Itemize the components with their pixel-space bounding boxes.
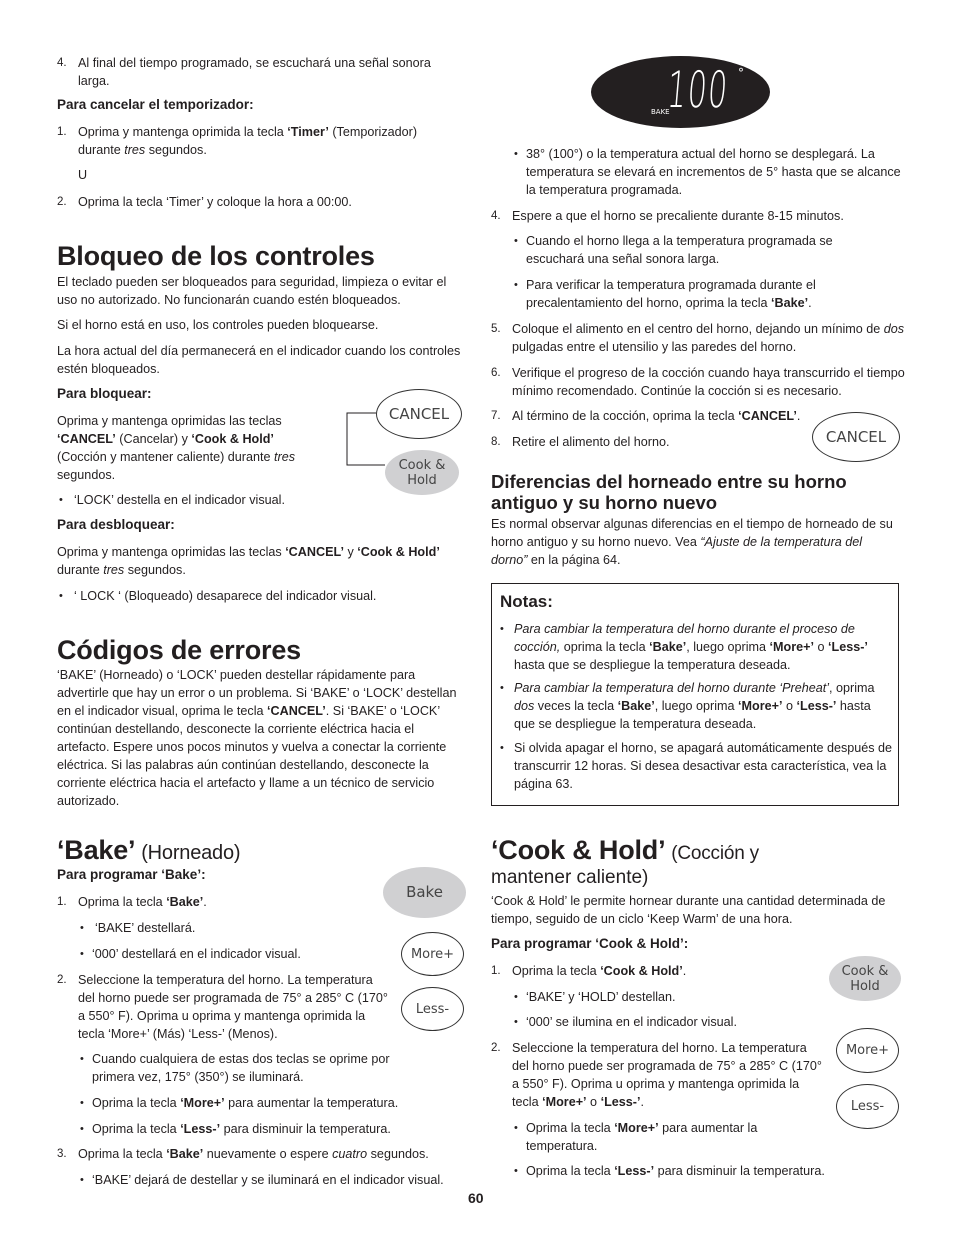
lock-heading: Para bloquear:: [57, 386, 152, 401]
bullet: •: [514, 148, 518, 160]
display-degree: °: [738, 66, 744, 80]
bullet-text: ‘LOCK’ destella en el indicador visual.: [74, 493, 285, 507]
cook-hold-key[interactable]: Cook & Hold: [385, 450, 459, 495]
errors-title: Códigos de errores: [57, 635, 301, 665]
step-number: 1.: [491, 965, 501, 977]
step-number: 1.: [57, 126, 67, 138]
bullet: •: [59, 494, 63, 506]
bullet: •: [514, 1122, 518, 1134]
paragraph: Si el horno está en uso, los controles pueden bloquearse.: [57, 318, 379, 332]
bake-title: ‘Bake’ (Horneado): [57, 835, 241, 865]
step-text: Oprima la tecla ‘Cook & Hold’.: [512, 964, 687, 978]
bullet: •: [59, 590, 63, 602]
step-text: Oprima la tecla ‘Bake’ nuevamente o espere cuatro segundos.: [78, 1147, 429, 1161]
bullet-text: Para verificar la temperatura programada durante el precalentamiento del horno, oprima la tecla ‘Bake’.: [526, 278, 816, 310]
step-text: Al final del tiempo programado, se escuchará una señal sonora larga.: [78, 56, 431, 88]
bullet-text: ‘BAKE’ dejará de destellar y se iluminará en el indicador visual.: [92, 1173, 444, 1187]
cook-hold-title: ‘Cook & Hold’ (Cocción y: [491, 835, 759, 865]
cancel-timer-heading: Para cancelar el temporizador:: [57, 97, 254, 112]
bullet-text: ‘000’ destellará en el indicador visual.: [92, 947, 301, 961]
bullet: •: [514, 1165, 518, 1177]
bullet: •: [514, 235, 518, 247]
unlock-heading: Para desbloquear:: [57, 517, 175, 532]
more-key[interactable]: More+: [401, 932, 464, 976]
cancel-key[interactable]: CANCEL: [812, 412, 900, 462]
bullet: •: [500, 623, 504, 635]
bullet-text: Oprima la tecla ‘Less-’ para disminuir la temperatura.: [526, 1164, 825, 1178]
differences-paragraph: Es normal observar algunas diferencias en el tiempo de horneado de su horno antiguo y su horno nuevo. Vea “Ajuste de la temperatura del dorno” en la página 64.: [491, 517, 893, 567]
bullet: •: [80, 1123, 84, 1135]
bullet-text: Cuando cualquiera de estas dos teclas se oprime por primera vez, 175° (350°) se iluminará.: [92, 1052, 390, 1084]
step-number: 4.: [491, 210, 501, 222]
step-text: Espere a que el horno se precaliente durante 8-15 minutos.: [512, 209, 844, 223]
bullet: •: [80, 1053, 84, 1065]
less-key[interactable]: Less-: [836, 1084, 899, 1129]
bullet: •: [80, 922, 84, 934]
cook-hold-heading: Para programar ‘Cook & Hold’:: [491, 936, 689, 951]
step-text: Al término de la cocción, oprima la tecla ‘CANCEL’.: [512, 409, 801, 423]
step-text: Retire el alimento del horno.: [512, 435, 670, 449]
step-number: 4.: [57, 57, 67, 69]
step-text: Oprima la tecla ‘Timer’ y coloque la hora a 00:00.: [78, 195, 352, 209]
bullet-text: Oprima la tecla ‘More+’ para aumentar la temperatura.: [526, 1121, 758, 1153]
lock-instructions: Oprima y mantenga oprimidas las teclas ‘CANCEL’ (Cancelar) y ‘Cook & Hold’ (Cocción y mantener caliente) durante tres segundos.: [57, 414, 296, 482]
more-key[interactable]: More+: [836, 1028, 899, 1073]
step-number: 2.: [57, 974, 67, 986]
note-text: Para cambiar la temperatura del horno durante ‘Preheat’, oprima dos veces la tecla ‘Bake’, luego oprima ‘More+’ o ‘Less-’ hasta que se despliegue la temperatura deseada.: [514, 681, 875, 731]
or-text: U: [78, 168, 88, 182]
cancel-key[interactable]: CANCEL: [376, 389, 462, 439]
paragraph: El teclado pueden ser bloqueados para seguridad, limpieza o evitar el uso no autorizado. No funcionarán cuando estén bloqueados.: [57, 275, 447, 307]
display-temperature: 100: [665, 61, 731, 119]
oven-display: [591, 56, 770, 128]
bullet-text: 38° (100°) o la temperatura actual del horno se desplegará. La temperatura se elevará en incrementos de 5° hasta que se alcance la temperatura programada.: [526, 147, 901, 197]
lock-title: Bloqueo de los controles: [57, 241, 375, 271]
unlock-instructions: Oprima y mantenga oprimidas las teclas ‘CANCEL’ y ‘Cook & Hold’ durante tres segundos.: [57, 545, 440, 577]
bullet: •: [80, 1097, 84, 1109]
bullet-text: Oprima la tecla ‘More+’ para aumentar la temperatura.: [92, 1096, 399, 1110]
step-number: 2.: [491, 1042, 501, 1054]
bullet: •: [514, 279, 518, 291]
bullet: •: [500, 682, 504, 694]
bullet: •: [514, 991, 518, 1003]
bullet: •: [500, 742, 504, 754]
bullet: •: [80, 948, 84, 960]
bullet-text: ‘BAKE’ destellará.: [95, 921, 196, 935]
step-number: 5.: [491, 323, 501, 335]
less-key[interactable]: Less-: [401, 987, 464, 1031]
note-text: Para cambiar la temperatura del horno durante el proceso de cocción, oprima la tecla ‘Bake’, luego oprima ‘More+’ o ‘Less-’ hasta que se despliegue la temperatura deseada.: [514, 622, 868, 672]
bullet-text: ‘000’ se ilumina en el indicador visual.: [526, 1015, 737, 1029]
step-number: 3.: [57, 1148, 67, 1160]
errors-paragraph: ‘BAKE’ (Horneado) o ‘LOCK’ pueden destellar rápidamente para advertirle que hay un error o un problema. Si ‘BAKE’ o ‘LOCK’ destellan en el indicador visual, oprima le tecla ‘CANCEL’. Si ‘BAKE’ o ‘LOCK’ continúan destellando, desconecte la corriente eléctrica hacia el artefacto. Espere unos pocos minutos y vuelva a conectar la corriente eléctrica. Si las palabras aún continúan destellando, desconecte la corriente eléctrica hacia el artefacto y llame a un técnico de servicio autorizado.: [57, 668, 457, 808]
bullet: •: [80, 1174, 84, 1186]
notes-title: Notas:: [500, 592, 553, 611]
step-number: 7.: [491, 410, 501, 422]
cook-hold-subtitle: mantener caliente): [491, 867, 649, 888]
step-text: Seleccione la temperatura del horno. La temperatura del horno puede ser programada de 75° a 285° C (170° a 550° F). Oprima u oprima y mantenga oprimida la tecla ‘More+’ o ‘Less-’.: [512, 1041, 822, 1109]
page-number: 60: [468, 1190, 484, 1206]
bake-heading: Para programar ‘Bake’:: [57, 867, 206, 882]
bake-key[interactable]: Bake: [383, 867, 466, 918]
bullet-text: Cuando el horno llega a la temperatura programada se escuchará una señal sonora larga.: [526, 234, 833, 266]
cook-hold-paragraph: ‘Cook & Hold’ le permite hornear durante una cantidad determinada de tiempo, seguido de un ciclo ‘Keep Warm’ de una hora.: [491, 894, 886, 926]
note-text: Si olvida apagar el horno, se apagará automáticamente después de transcurrir 12 horas. Si desea desactivar esta característica, vea la página 63.: [514, 741, 893, 791]
step-number: 2.: [57, 196, 67, 208]
cook-hold-key[interactable]: Cook & Hold: [829, 956, 901, 1001]
step-number: 6.: [491, 367, 501, 379]
differences-title: Diferencias del horneado entre su horno antiguo y su horno nuevo: [491, 471, 847, 513]
bullet-text: Oprima la tecla ‘Less-’ para disminuir la temperatura.: [92, 1122, 391, 1136]
bullet-text: ‘BAKE’ y ‘HOLD’ destellan.: [526, 990, 676, 1004]
step-text: Coloque el alimento en el centro del horno, dejando un mínimo de dos pulgadas entre el utensilio y las paredes del horno.: [512, 322, 905, 354]
paragraph: La hora actual del día permanecerá en el indicador cuando los controles estén bloqueados.: [57, 344, 461, 376]
step-number: 8.: [491, 436, 501, 448]
bullet: •: [514, 1016, 518, 1028]
display-bake-label: BAKE: [651, 108, 670, 116]
step-text: Oprima y mantenga oprimida la tecla ‘Timer’ (Temporizador) durante tres segundos.: [78, 125, 418, 157]
bullet-text: ‘ LOCK ‘ (Bloqueado) desaparece del indicador visual.: [74, 589, 377, 603]
step-text: Seleccione la temperatura del horno. La temperatura del horno puede ser programada de 75° a 285° C (170° a 550° F). Oprima u oprima y mantenga oprimida la tecla ‘More+’ (Más) ‘Less-’ (Menos).: [78, 973, 388, 1041]
step-text: Oprima la tecla ‘Bake’.: [78, 895, 207, 909]
step-number: 1.: [57, 896, 67, 908]
step-text: Verifique el progreso de la cocción cuando haya transcurrido el tiempo mínimo recomendado. Continúe la cocción si es necesario.: [512, 366, 905, 398]
